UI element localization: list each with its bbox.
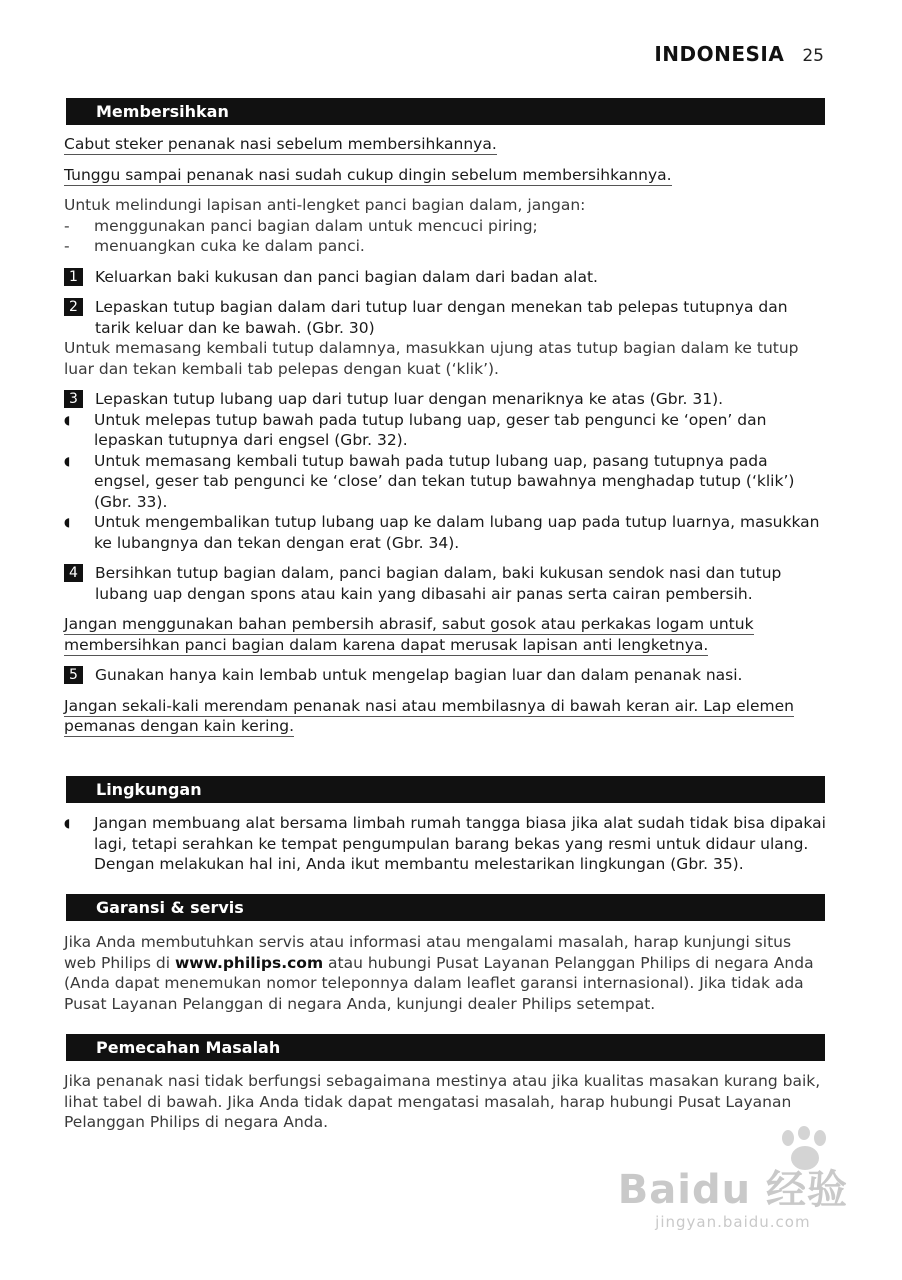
warning-abrasive-2: membersihkan panci bagian dalam karena dapat merusak lapisan anti lengketnya. — [64, 635, 709, 654]
warning-cool-down: Tunggu sampai penanak nasi sudah cukup dingin sebelum membersihkannya. — [64, 165, 672, 184]
dash-item: - menggunakan panci bagian dalam untuk mencuci piring; — [64, 216, 538, 235]
bullet-item: ◖ Jangan membuang alat bersama limbah rumah tangga biasa jika alat sudah tidak bisa dipakai lagi, tetapi serahkan ke tempat pengumpulan barang bekas yang resmi untuk didaur ulang. Dengan melakukan hal ini, Anda ikut membantu melestarikan lingkungan (Gbr. 35). — [64, 814, 826, 873]
step-text: Gunakan hanya kain lembab untuk mengelap bagian luar dan dalam penanak nasi. — [95, 666, 743, 684]
language-label: INDONESIA — [654, 42, 785, 66]
philips-website-link[interactable]: www.philips.com — [174, 953, 324, 972]
guarantee-text: Jika Anda membutuhkan servis atau informasi atau mengalami masalah, harap kunjungi situs web Philips di www.philips.com atau hubungi Pusat Layanan Pelanggan Philips di negara Anda (Anda dapat menemukan nomor teleponnya dalam leaflet garansi internasional). Jika tidak ada Pusat Layanan Pelanggan di negara Anda, kunjungi dealer Philips setempat. — [64, 933, 814, 1013]
warning-immerse-2: pemanas dengan kain kering. — [64, 717, 295, 735]
dash-item: - menuangkan cuka ke dalam panci. — [64, 237, 365, 255]
warning-immerse-1: Jangan sekali-kali merendam penanak nasi atau membilasnya di bawah keran air. Lap elemen — [64, 696, 794, 715]
step-number: 3 — [64, 390, 83, 408]
page-header — [654, 44, 824, 67]
step-number: 5 — [64, 666, 83, 684]
watermark-url: jingyan.baidu.com — [655, 1212, 811, 1231]
section-header-guarantee: Garansi & servis — [66, 894, 825, 921]
intro-text: Untuk melindungi lapisan anti-lengket panci bagian dalam, jangan: — [64, 196, 586, 214]
page-number: 25 — [802, 46, 824, 66]
warning-unplug: Cabut steker penanak nasi sebelum membersihkannya. — [64, 135, 497, 153]
step-5 — [64, 665, 826, 686]
step-3 — [64, 389, 826, 410]
step-1 — [64, 267, 826, 288]
section-header-environment: Lingkungan — [66, 776, 825, 803]
bullet-icon: ◖ — [64, 453, 71, 468]
warning-abrasive-1: Jangan menggunakan bahan pembersih abrasif, sabut gosok atau perkakas logam untuk — [64, 615, 754, 633]
bullet-item: ◖ Untuk mengembalikan tutup lubang uap ke dalam lubang uap pada tutup luarnya, masukkan ke lubangnya dan tekan dengan erat (Gbr. 34). — [64, 513, 820, 552]
section-header-cleaning: Membersihkan — [66, 98, 825, 125]
step-text: Lepaskan tutup bagian dalam dari tutup luar dengan menekan tab pelepas tutupnya dan tarik keluar dan ke bawah. (Gbr. 30) — [95, 298, 788, 337]
bullet-icon: ◖ — [64, 515, 71, 529]
step-text: Keluarkan baki kukusan dan panci bagian dalam dari badan alat. — [95, 267, 598, 286]
section-header-troubleshooting: Pemecahan Masalah — [66, 1034, 825, 1061]
step-2-note: Untuk memasang kembali tutup dalamnya, masukkan ujung atas tutup bagian dalam ke tutup luar dan tekan kembali tab pelepas dengan kuat (‘klik’). — [64, 339, 799, 378]
step-text: Lepaskan tutup lubang uap dari tutup luar dengan menariknya ke atas (Gbr. 31). — [95, 390, 724, 408]
step-text: Bersihkan tutup bagian dalam, panci bagian dalam, baki kukusan sendok nasi dan tutup lubang uap dengan spons atau kain yang dibasahi air panas serta cairan pembersih. — [95, 564, 782, 603]
watermark-logo: Baidu 经验 — [617, 1166, 848, 1213]
bullet-icon: ◖ — [64, 412, 71, 427]
bullet-item: ◖ Untuk memasang kembali tutup bawah pada tutup lubang uap, pasang tutupnya pada engsel, geser tab pengunci ke ‘close’ dan tekan tutup bawahnya menghadap tutup (‘klik’) (Gbr. 33). — [64, 451, 795, 511]
step-2 — [64, 297, 826, 338]
step-4 — [64, 563, 826, 604]
bullet-icon: ◖ — [64, 816, 71, 830]
cleaning-content — [64, 134, 826, 737]
watermark — [618, 1168, 848, 1233]
step-number: 4 — [64, 564, 83, 582]
bullet-item: ◖ Untuk melepas tutup bawah pada tutup lubang uap, geser tab pengunci ke ‘open’ dan lepaskan tutupnya dari engsel (Gbr. 32). — [64, 410, 767, 449]
environment-content — [64, 813, 826, 875]
step-number: 1 — [64, 268, 83, 286]
troubleshooting-text: Jika penanak nasi tidak berfungsi sebagaimana mestinya atau jika kualitas masakan kurang baik, lihat tabel di bawah. Jika Anda tidak dapat mengatasi masalah, harap hubungi Pusat Layanan Pelanggan Philips di negara Anda. — [64, 1072, 821, 1131]
step-number: 2 — [64, 298, 83, 316]
